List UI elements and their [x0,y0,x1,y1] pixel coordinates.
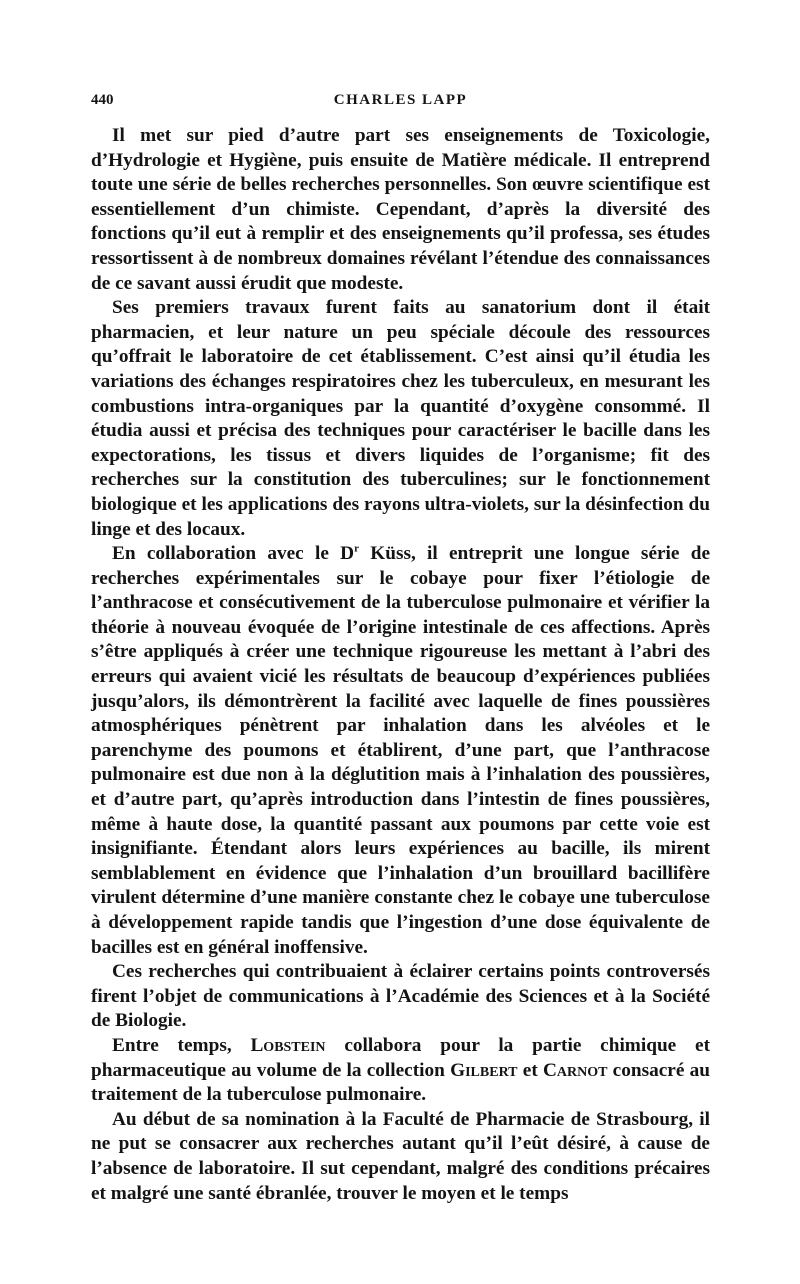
paragraph-1: Il met sur pied d’autre part ses enseignements de Toxicologie, d’Hydrologie et Hygiène, puis ensuite de Matière médicale. Il entreprend toute une série de belles recherches personnelles. Son œuvre scientifique est essentiellement d’un chimiste. Cependant, d’après la diversité des fonctions qu’il eut à remplir et des enseignements qu’il professa, ses études ressortissent à de nombreux domaines révélant l’étendue des connaissances de ce savant aussi érudit que modeste. [91,125,710,294]
running-head: CHARLES LAPP [333,92,468,108]
paragraph-4: Ces recherches qui contribuaient à éclairer certains points controversés firent l’objet de communications à l’Académie des Sciences et à la Société de Biologie. [91,961,710,1032]
paragraph-2: Ses premiers travaux furent faits au sanatorium dont il était pharmacien, et leur nature un peu spéciale découle des ressources qu’offrait le laboratoire de cet établissement. C’est ainsi qu’il étudia les variations des échanges respiratoires chez les tuberculeux, en mesurant les combustions intra-organiques par la quantité d’oxygène consommé. Il étudia aussi et précisa des techniques pour caractériser le bacille dans les expectorations, les tissus et divers liquides de l’organisme; fit des recherches sur la constitution des tuberculines; sur le fonctionnement biologique et les applications des rayons ultra-violets, sur la désinfection du linge et des locaux. [91,297,710,540]
name-lobstein: Lobstein [250,1034,326,1056]
doctor-abbreviation-superscript: r [354,542,359,555]
paragraph-5-part-2: collabora pour la partie chimique et pharmaceutique au volume de la collection [91,1034,710,1081]
page-number: 440 [91,92,114,108]
name-gilbert: Gilbert [450,1059,518,1081]
paragraph-3 [91,542,710,960]
name-carnot: Carnot [542,1059,608,1081]
paragraph-5-part-3: et [517,1059,543,1081]
paragraph-5-part-1: Entre temps, [112,1034,251,1056]
paragraph-5-part-4: consacré au traitement de la tuberculose pulmonaire. [91,1059,711,1106]
body-text [91,124,710,1206]
page-header [91,92,710,114]
paragraph-3-start: En collaboration avec le D [112,543,355,565]
paragraph-6: Au début de sa nomination à la Faculté de Pharmacie de Strasbourg, il ne put se consacrer aux recherches autant qu’il l’eût désiré, à cause de l’absence de laboratoire. Il sut cependant, malgré des conditions précaires et malgré une santé ébranlée, trouver le moyen et le temps [91,1108,710,1204]
paragraph-5 [91,1034,710,1108]
paragraph-3-rest: Küss, il entreprit une longue série de recherches expérimentales sur le cobaye pour fixer l’étiologie de l’anthracose et consécutivement de la tuberculose pulmonaire et vérifier la théorie à nouveau évoquée de l’origine intestinale de ces affections. Après s’être appliqués à créer une technique rigoureuse les mettant à l’abri des erreurs qui avaient vicié les résultats de beaucoup d’expériences publiées jusqu’alors, ils démontrèrent la facilité avec laquelle de fines poussières atmosphériques pénètrent par inhalation dans les alvéoles et le parenchyme des poumons et établirent, d’une part, que l’anthracose pulmonaire est due non à la déglutition mais à l’inhalation des poussières, et d’autre part, qu’après introduction dans l’intestin de fines poussières, même à haute dose, la quantité passant aux poumons par cette voie est insignifiante. Étendant alors leurs expériences au bacille, ils mirent semblablement en évidence que l’inhalation d’un brouillard bacillifère virulent détermine d’une manière constante chez le cobaye une tuberculose à développement rapide tandis que l’ingestion d’une dose équivalente de bacilles est en général inoffensive. [91,543,711,958]
